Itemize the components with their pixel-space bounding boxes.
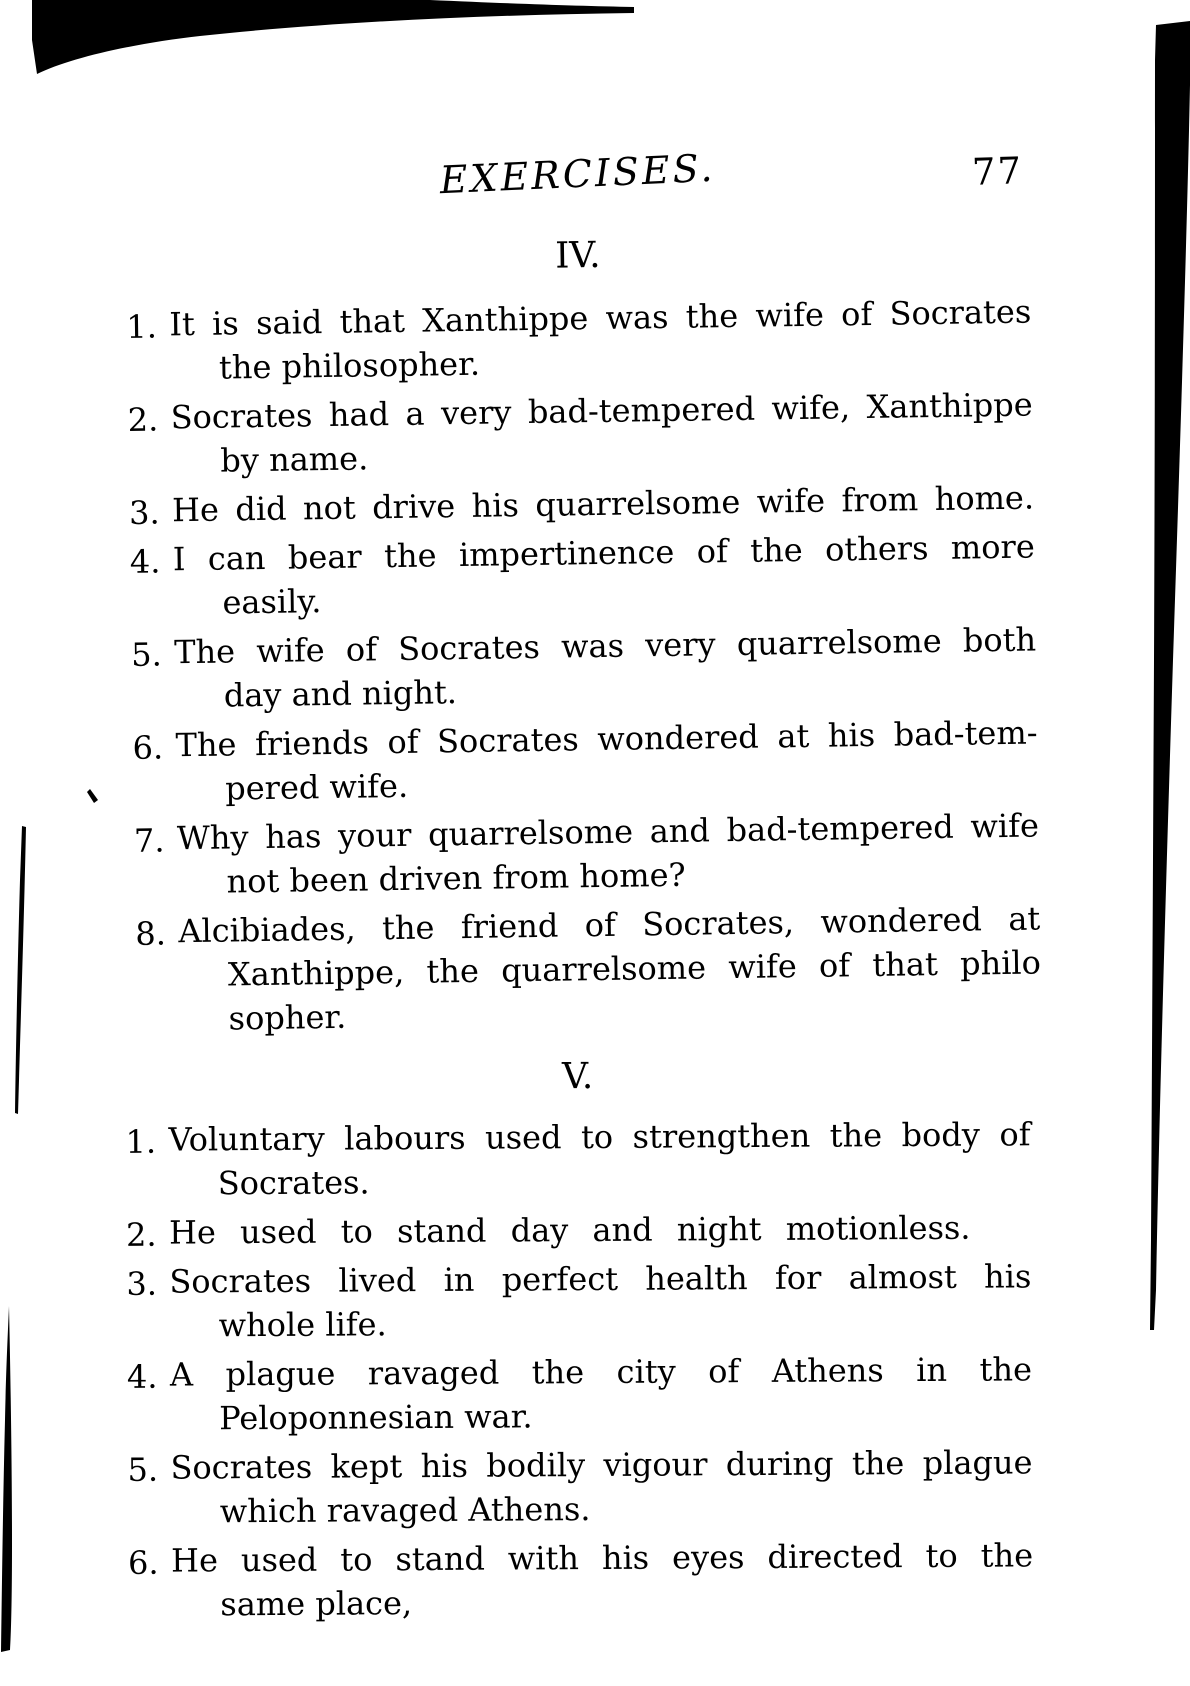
item-text: The friends of Socrates wondered at his bad-tem- — [175, 713, 1038, 765]
item-number: 2. — [125, 1215, 157, 1254]
item-line: day and night. — [223, 673, 458, 715]
exercise-item — [125, 1112, 1031, 1206]
item-text: Why has your quarrelsome and bad-tempered wife — [176, 806, 1040, 858]
page-title: EXERCISES. — [438, 145, 717, 203]
item-line — [125, 1112, 1030, 1162]
exercise-item — [126, 1205, 1031, 1255]
exercise-item — [126, 290, 1032, 391]
item-line: same place, — [220, 1584, 413, 1624]
exercise-item — [128, 1533, 1034, 1627]
item-line: Peloponnesian war. — [219, 1397, 533, 1438]
item-number: 4. — [126, 1357, 158, 1396]
item-number: 3. — [128, 493, 160, 532]
item-line: the philosopher. — [218, 344, 481, 387]
item-line: by name. — [220, 439, 369, 480]
exercise-item — [127, 1440, 1033, 1534]
item-line — [127, 1347, 1032, 1397]
item-number: 7. — [133, 821, 165, 860]
item-text: The wife of Socrates was very quarrelsome both — [173, 620, 1037, 672]
item-text: Socrates lived in perfect health for almost his — [169, 1257, 1032, 1301]
item-line: pered wife. — [224, 766, 409, 808]
section-heading: IV. — [554, 234, 601, 277]
exercise-item — [135, 896, 1042, 1041]
item-text: He did not drive his quarrelsome wife from home. — [171, 478, 1035, 530]
item-line: Socrates. — [217, 1163, 370, 1203]
item-line — [127, 1440, 1032, 1490]
item-line — [126, 1205, 1031, 1255]
item-text: Voluntary labours used to strengthen the body of — [168, 1115, 1031, 1159]
item-text: He used to stand day and night motionless. — [168, 1208, 971, 1252]
exercise-item — [131, 618, 1037, 719]
section-heading: V. — [561, 1056, 594, 1098]
item-number: 2. — [127, 400, 159, 439]
item-number: 3. — [126, 1264, 158, 1303]
item-line: Xanthippe, the quarrelsome wife of that philo — [227, 943, 1042, 994]
item-line — [129, 476, 1035, 533]
item-line: which ravaged Athens. — [219, 1490, 591, 1531]
item-text: A plague ravaged the city of Athens in the — [169, 1350, 1033, 1394]
item-number: 4. — [129, 542, 161, 581]
item-text: Socrates kept his bodily vigour during the plague — [170, 1443, 1033, 1487]
exercise-item — [126, 1254, 1032, 1348]
exercise-item — [129, 476, 1035, 533]
item-number: 8. — [135, 914, 167, 953]
item-line: sopher. — [228, 997, 347, 1038]
exercise-item — [132, 710, 1038, 811]
exercise-item — [134, 803, 1040, 904]
item-text: Socrates had a very bad-tempered wife, Xanthippe — [170, 385, 1033, 437]
item-line: easily. — [222, 582, 322, 622]
item-line: not been driven from home? — [226, 855, 686, 901]
exercise-item — [127, 1347, 1033, 1441]
item-line — [128, 1533, 1033, 1583]
item-text: It is said that Xanthippe was the wife of Socrates — [169, 292, 1032, 344]
item-number: 6. — [127, 1543, 159, 1582]
item-line: whole life. — [218, 1305, 387, 1345]
item-text: He used to stand with his eyes directed to the — [170, 1536, 1034, 1580]
item-text: Alcibiades, the friend of Socrates, wondered at — [178, 899, 1041, 951]
exercise-item — [127, 383, 1033, 484]
scan-artifact-top-edge — [32, 0, 634, 74]
item-number: 6. — [132, 728, 164, 767]
item-number: 5. — [130, 635, 163, 674]
section-iv — [0, 223, 1190, 1044]
item-number: 5. — [127, 1450, 159, 1489]
page-content — [0, 232, 1190, 1629]
item-line — [126, 1254, 1031, 1304]
item-number: 1. — [126, 307, 158, 346]
page-number: 77 — [971, 149, 1024, 194]
section-v — [0, 1049, 1190, 1627]
exercise-item — [129, 525, 1035, 626]
item-number: 1. — [125, 1122, 157, 1161]
item-text: I can bear the impertinence of the others more — [172, 527, 1035, 579]
